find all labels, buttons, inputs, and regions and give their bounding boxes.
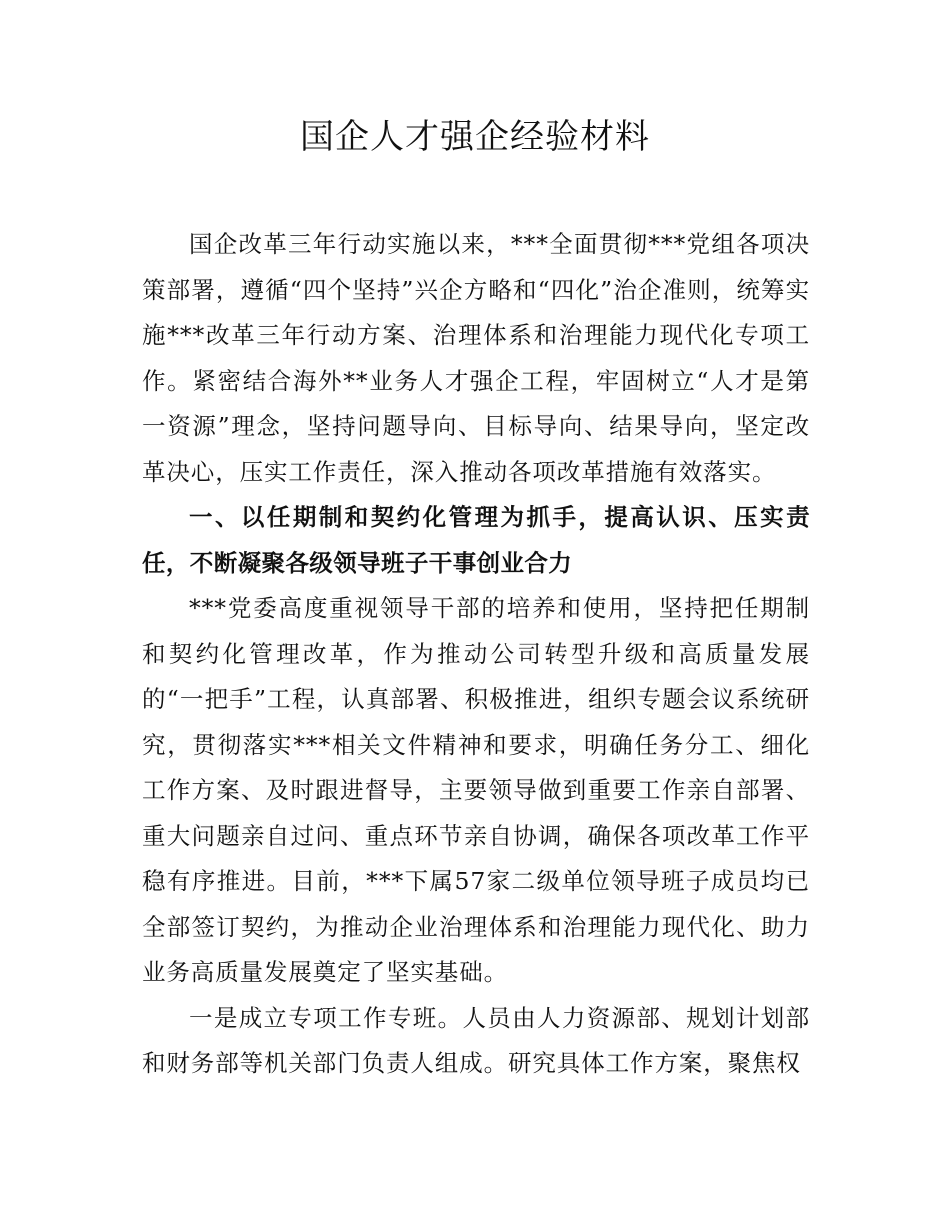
document-title: 国企人才强企经验材料 (300, 117, 650, 157)
section-1-paragraph: ***党委高度重视领导干部的培养和使用，坚持把任期制和契约化管理改革，作为推动公司转型升级和高质量发展的“一把手”工程，认真部署、积极推进，组织专题会议系统研究，贯彻落实***相关文件精神和要求，明确任务分工、细化工作方案、及时跟进督导，主要领导做到重要工作亲自部署、重大问题亲自过问、重点环节亲自协调，确保各项改革工作平稳有序推进。目前，***下属57家二级单位领导班子成员均已全部签订契约，为推动企业治理体系和治理能力现代化、助力业务高质量发展奠定了坚实基础。 (142, 594, 810, 986)
document-body (142, 222, 810, 1087)
section-heading-1: 一、以任期制和契约化管理为抓手，提高认识、压实责任，不断凝聚各级领导班子干事创业合力 (142, 503, 810, 577)
section-1-point-1: 一是成立专项工作专班。人员由人力资源部、规划计划部和财务部等机关部门负责人组成。研究具体工作方案，聚焦权 (142, 1003, 810, 1077)
intro-paragraph: 国企改革三年行动实施以来，***全面贯彻***党组各项决策部署，遵循“四个坚持”兴企方略和“四化”治企准则，统筹实施***改革三年行动方案、治理体系和治理能力现代化专项工作。紧密结合海外**业务人才强企工程，牢固树立“人才是第一资源”理念，坚持问题导向、目标导向、结果导向，坚定改革决心，压实工作责任，深入推动各项改革措施有效落实。 (142, 230, 810, 486)
